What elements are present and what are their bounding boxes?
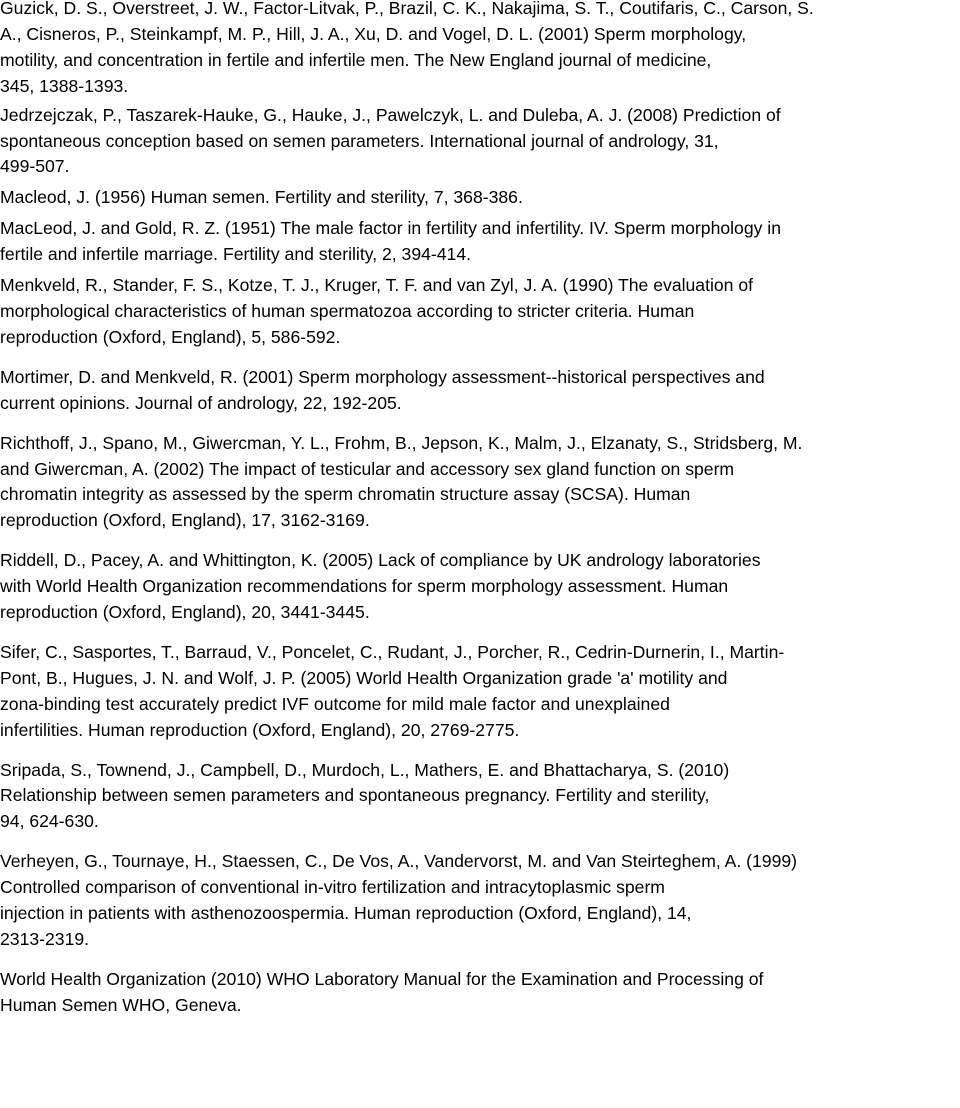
reference-line: spontaneous conception based on semen parameters. International journal of andrology, 31, bbox=[0, 130, 719, 151]
reference-line: motility, and concentration in fertile and infertile men. The New England journal of medicine, bbox=[0, 49, 712, 70]
reference-line: with World Health Organization recommendations for sperm morphology assessment. Human bbox=[0, 576, 729, 597]
reference-line: Mortimer, D. and Menkveld, R. (2001) Sperm morphology assessment--historical perspectives and bbox=[0, 366, 765, 387]
reference-line: Menkveld, R., Stander, F. S., Kotze, T. J., Kruger, T. F. and van Zyl, J. A. (1990) The evaluation of bbox=[0, 275, 754, 296]
reference-line: Sripada, S., Townend, J., Campbell, D., Murdoch, L., Mathers, E. and Bhattacharya, S. (2010) bbox=[0, 759, 730, 780]
reference-menkveld-1990 bbox=[0, 273, 960, 351]
reference-line: reproduction (Oxford, England), 20, 3441-3445. bbox=[0, 602, 370, 623]
reference-sifer-2005 bbox=[0, 640, 960, 744]
reference-line: 94, 624-630. bbox=[0, 811, 99, 832]
reference-mortimer-2001 bbox=[0, 365, 960, 417]
reference-line: zona-binding test accurately predict IVF outcome for mild male factor and unexplained bbox=[0, 693, 670, 714]
reference-line: Guzick, D. S., Overstreet, J. W., Factor-Litvak, P., Brazil, C. K., Nakajima, S. T., Coutifaris, C., Carson, S. bbox=[0, 0, 814, 18]
reference-macleod-1956 bbox=[0, 185, 960, 211]
reference-line: injection in patients with asthenozoospermia. Human reproduction (Oxford, England), 14, bbox=[0, 903, 692, 924]
reference-verheyen-1999 bbox=[0, 849, 960, 953]
reference-line: reproduction (Oxford, England), 5, 586-592. bbox=[0, 326, 341, 347]
reference-line: Verheyen, G., Tournaye, H., Staessen, C., De Vos, A., Vandervorst, M. and Van Steirteghem, A. (1999) bbox=[0, 851, 798, 872]
reference-line: 499-507. bbox=[0, 156, 70, 177]
reference-guzick-2001 bbox=[0, 0, 960, 100]
reference-line: current opinions. Journal of andrology, 22, 192-205. bbox=[0, 392, 402, 413]
reference-line: 345, 1388-1393. bbox=[0, 75, 129, 96]
reference-line: morphological characteristics of human spermatozoa according to stricter criteria. Human bbox=[0, 300, 695, 321]
reference-line: Richthoff, J., Spano, M., Giwercman, Y. L., Frohm, B., Jepson, K., Malm, J., Elzanaty, S., Stridsberg, M. bbox=[0, 432, 803, 453]
reference-riddell-2005 bbox=[0, 548, 960, 626]
reference-line: A., Cisneros, P., Steinkampf, M. P., Hill, J. A., Xu, D. and Vogel, D. L. (2001) Sperm morphology, bbox=[0, 23, 747, 44]
reference-line: Riddell, D., Pacey, A. and Whittington, K. (2005) Lack of compliance by UK andrology laboratories bbox=[0, 550, 761, 571]
reference-line: Sifer, C., Sasportes, T., Barraud, V., Poncelet, C., Rudant, J., Porcher, R., Cedrin-Durnerin, I., Martin- bbox=[0, 641, 785, 662]
reference-line: infertilities. Human reproduction (Oxford, England), 20, 2769-2775. bbox=[0, 719, 520, 740]
reference-macleod-gold-1951 bbox=[0, 216, 960, 268]
reference-jedrzejczak-2008 bbox=[0, 103, 960, 181]
reference-sripada-2010 bbox=[0, 758, 960, 836]
reference-richthoff-2002 bbox=[0, 431, 960, 535]
reference-line: Macleod, J. (1956) Human semen. Fertility and sterility, 7, 368-386. bbox=[0, 187, 523, 208]
reference-line: 2313-2319. bbox=[0, 929, 90, 949]
reference-line: Jedrzejczak, P., Taszarek-Hauke, G., Hauke, J., Pawelczyk, L. and Duleba, A. J. (2008) Prediction of bbox=[0, 104, 781, 125]
reference-line: Pont, B., Hugues, J. N. and Wolf, J. P. (2005) World Health Organization grade 'a' motility and bbox=[0, 667, 728, 688]
reference-line: and Giwercman, A. (2002) The impact of testicular and accessory sex gland function on sperm bbox=[0, 458, 735, 479]
reference-line: Relationship between semen parameters and spontaneous pregnancy. Fertility and sterility, bbox=[0, 785, 710, 806]
reference-line: fertile and infertile marriage. Fertility and sterility, 2, 394-414. bbox=[0, 244, 472, 265]
reference-line: reproduction (Oxford, England), 17, 3162-3169. bbox=[0, 510, 370, 531]
reference-line: Controlled comparison of conventional in-vitro fertilization and intracytoplasmic sperm bbox=[0, 877, 665, 898]
reference-line: World Health Organization (2010) WHO Laboratory Manual for the Examination and Processing of bbox=[0, 968, 764, 989]
reference-line: Human Semen WHO, Geneva. bbox=[0, 994, 242, 1015]
reference-who-2010 bbox=[0, 967, 960, 1019]
reference-line: MacLeod, J. and Gold, R. Z. (1951) The male factor in fertility and infertility. IV. Sperm morphology in bbox=[0, 218, 781, 239]
reference-line: chromatin integrity as assessed by the sperm chromatin structure assay (SCSA). Human bbox=[0, 484, 691, 505]
